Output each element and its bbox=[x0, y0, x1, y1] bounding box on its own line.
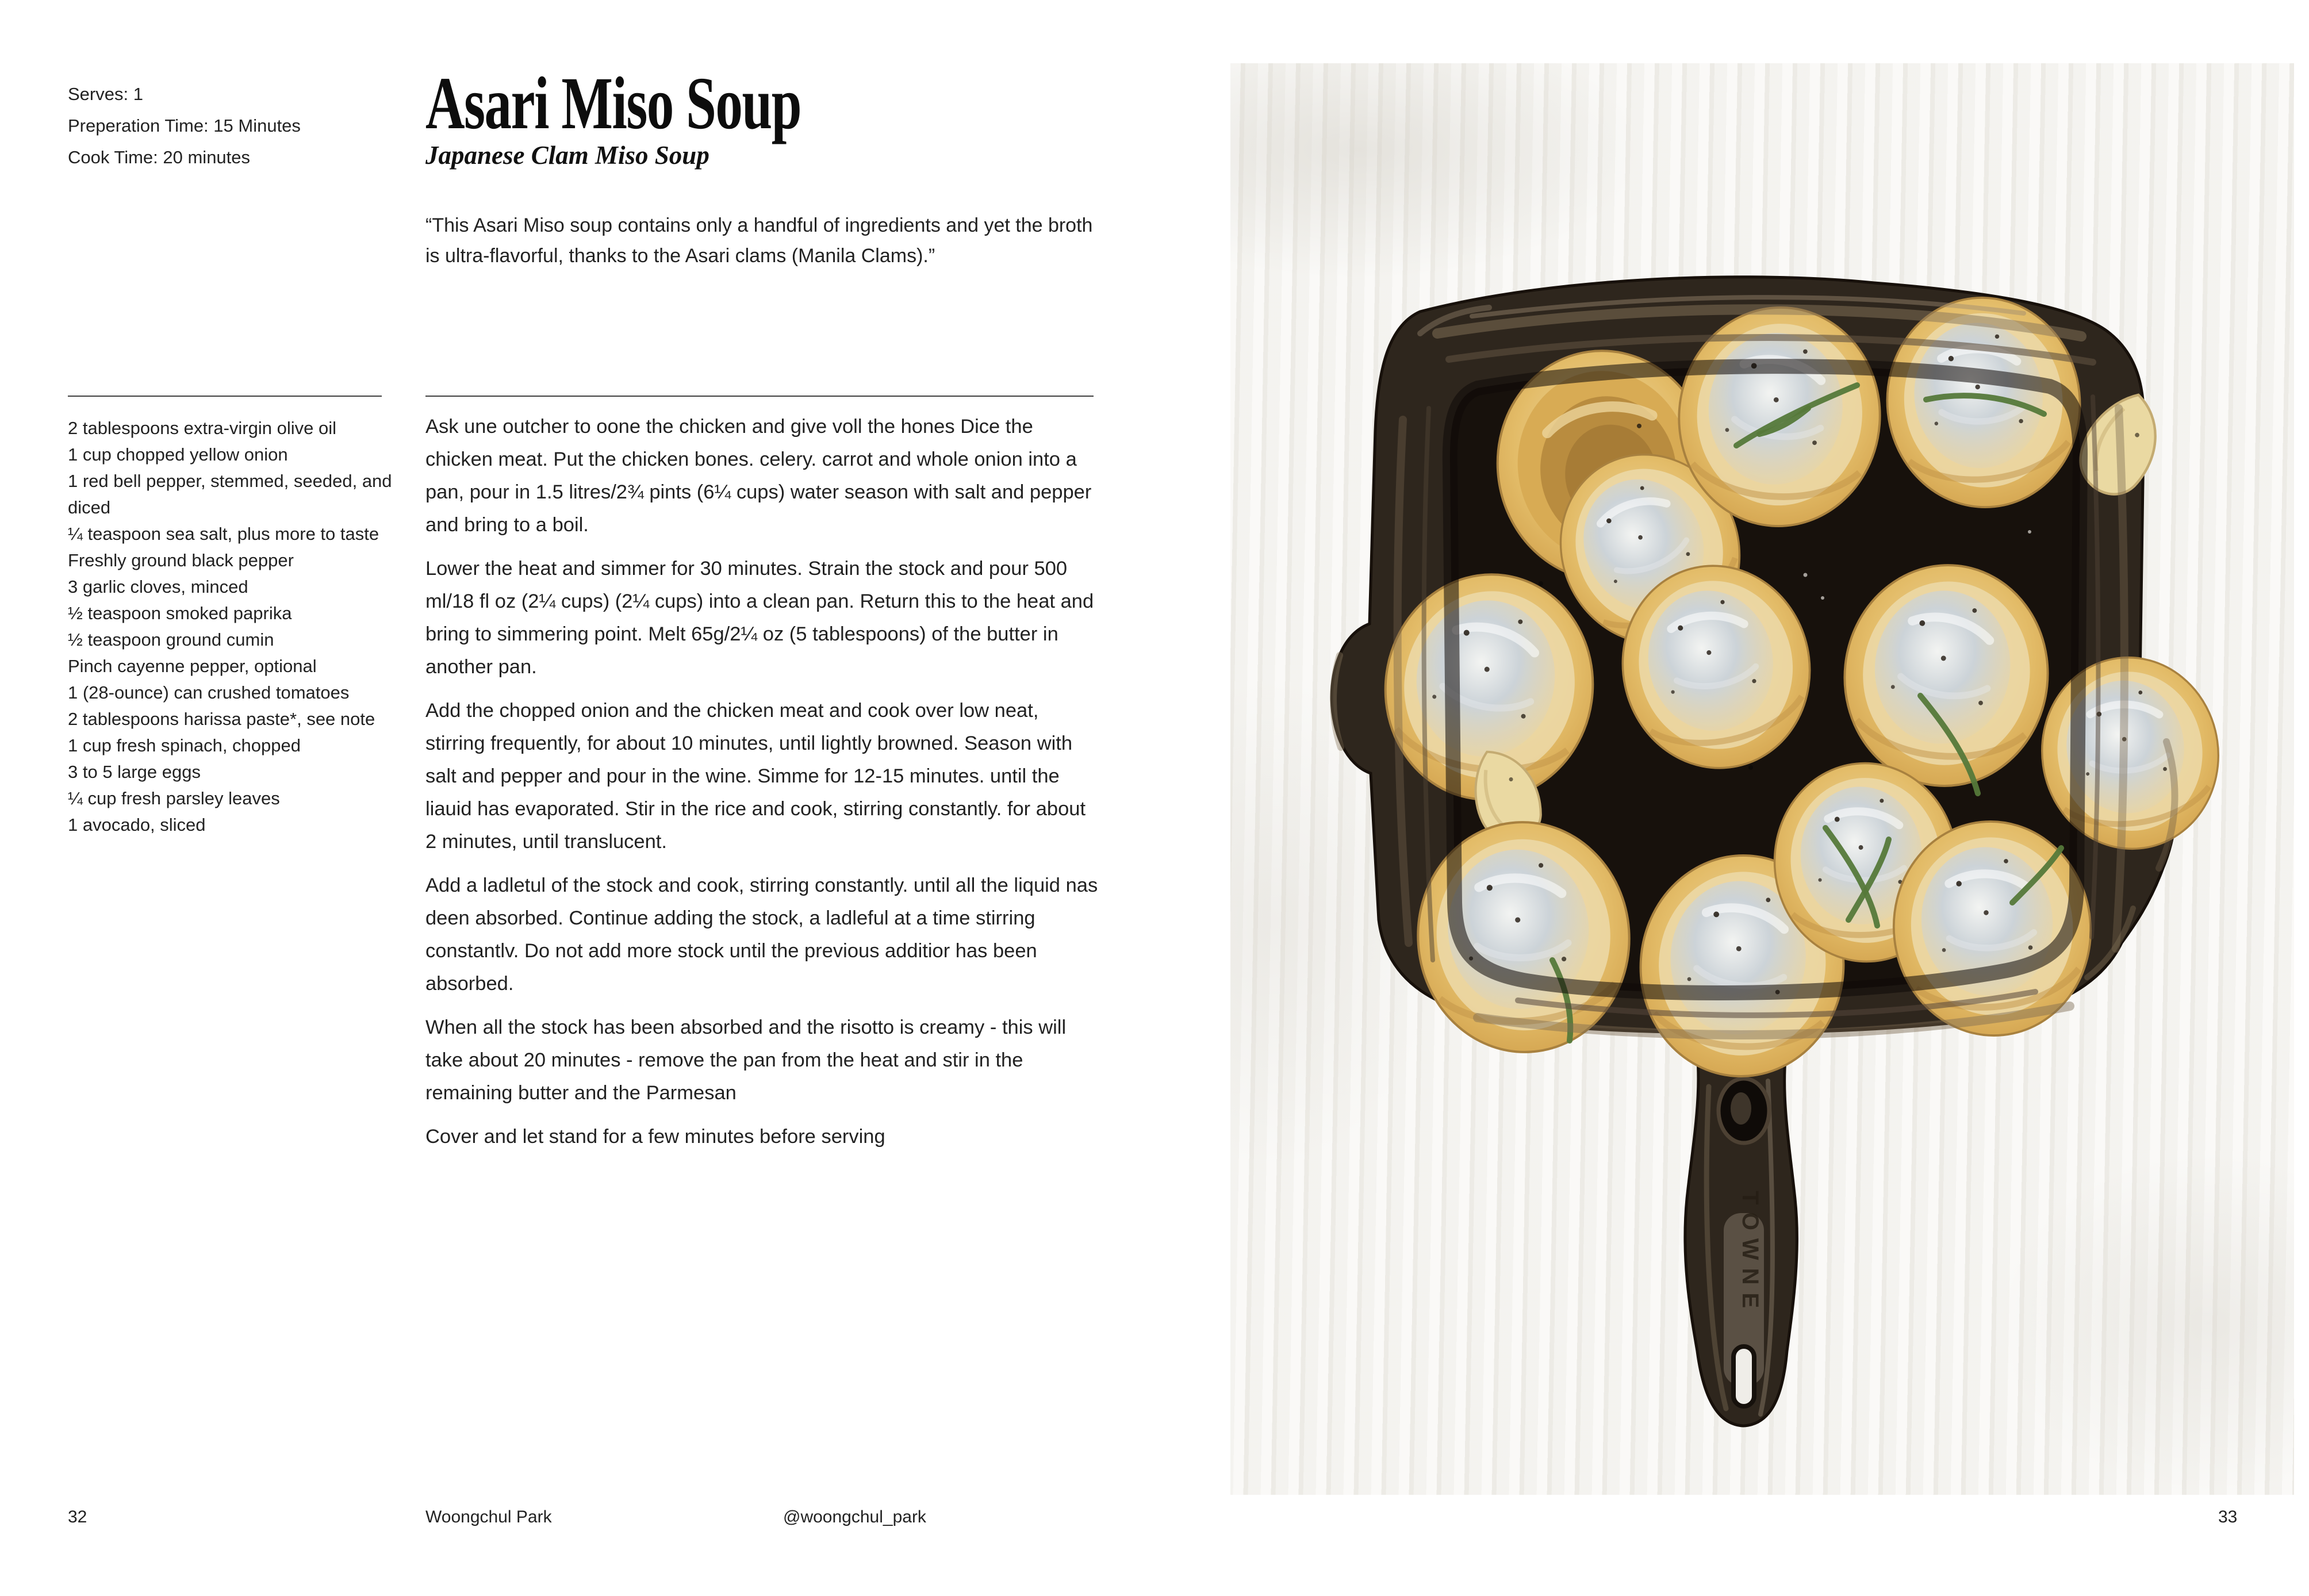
ingredient-item: 1 red bell pepper, stemmed, seeded, and diced bbox=[68, 471, 392, 517]
ingredient-item: 1 cup fresh spinach, chopped bbox=[68, 735, 301, 755]
ingredient-item: ½ teaspoon smoked paprika bbox=[68, 603, 292, 623]
footer-author: Woongchul Park bbox=[425, 1507, 552, 1526]
ingredient-item: 2 tablespoons extra-virgin olive oil bbox=[68, 418, 336, 438]
recipe-title: Asari Miso Soup bbox=[425, 62, 801, 145]
instruction-paragraph: Add the chopped onion and the chicken meat and cook over low neat, stirring frequently, for about 10 minutes, until lightly browned. Season with salt and pepper and pour in the wine. Simme for 12-15 minutes. until the liauid has evaporated. Stir in the rice and cook, stirring constantly. for about 2 minutes, until translucent. bbox=[425, 700, 1086, 853]
illustration-panel bbox=[1230, 63, 2294, 1495]
ingredients-divider bbox=[68, 396, 382, 397]
instruction-paragraph: Add a ladletul of the stock and cook, stirring constantly. until all the liquid nas deen absorbed. Continue adding the stock, a ladleful at a time stirring constantlv. Do not add more stock until the previous additior has been absorbed. bbox=[425, 874, 1098, 995]
ingredient-item: ¼ cup fresh parsley leaves bbox=[68, 788, 280, 808]
page-number-right: 33 bbox=[2218, 1507, 2238, 1526]
recipe-quote: “This Asari Miso soup contains only a handful of ingredients and yet the broth is ultra-flavorful, thanks to the Asari clams (Manila Clams).” bbox=[425, 214, 1093, 267]
page-number-left: 32 bbox=[68, 1507, 87, 1526]
instruction-paragraph: Ask une outcher to oone the chicken and give voll the hones Dice the chicken meat. Put the chicken bones. celery. carrot and whole onion into a pan, pour in 1.5 litres/2¾ pints (6¼ cups) water season with salt and pepper and bring to a boil. bbox=[425, 416, 1092, 536]
meta-line: Preperation Time: 15 Minutes bbox=[68, 116, 301, 136]
instructions-divider bbox=[425, 396, 1094, 397]
recipe-subtitle: Japanese Clam Miso Soup bbox=[425, 141, 709, 170]
ingredients-list bbox=[68, 415, 398, 838]
ingredient-item: ½ teaspoon ground cumin bbox=[68, 630, 274, 650]
ingredient-item: ¼ teaspoon sea salt, plus more to taste bbox=[68, 524, 379, 544]
ingredient-item: Freshly ground black pepper bbox=[68, 550, 294, 570]
ingredient-item: 1 (28-ounce) can crushed tomatoes bbox=[68, 682, 350, 703]
instruction-paragraph: When all the stock has been absorbed and the risotto is creamy - this will take about 20 minutes - remove the pan from the heat and stir in the remaining butter and the Parmesan bbox=[425, 1016, 1067, 1104]
instruction-paragraph: Cover and let stand for a few minutes before serving bbox=[425, 1126, 885, 1148]
footer-social-handle: @woongchul_park bbox=[783, 1507, 926, 1526]
meta-line: Serves: 1 bbox=[68, 84, 143, 104]
recipe-meta bbox=[68, 78, 301, 173]
ingredient-item: 2 tablespoons harissa paste*, see note bbox=[68, 709, 375, 729]
meta-line: Cook Time: 20 minutes bbox=[68, 147, 251, 167]
handle-brand-text: TOWNE bbox=[1737, 1190, 1763, 1317]
ingredient-item: 3 garlic cloves, minced bbox=[68, 577, 248, 597]
instructions bbox=[425, 410, 1101, 1164]
instruction-paragraph: Lower the heat and simmer for 30 minutes. Strain the stock and pour 500 ml/18 fl oz (2¼ cups) (2¼ cups) into a clean pan. Return this to the heat and bring to simmering point. Melt 65g/2¼ oz (5 tablespoons) of the butter in another pan. bbox=[425, 558, 1094, 678]
ingredient-item: 1 avocado, sliced bbox=[68, 815, 206, 835]
ingredient-item: 3 to 5 large eggs bbox=[68, 762, 201, 782]
ingredient-item: 1 cup chopped yellow onion bbox=[68, 444, 288, 465]
ingredient-item: Pinch cayenne pepper, optional bbox=[68, 656, 317, 676]
